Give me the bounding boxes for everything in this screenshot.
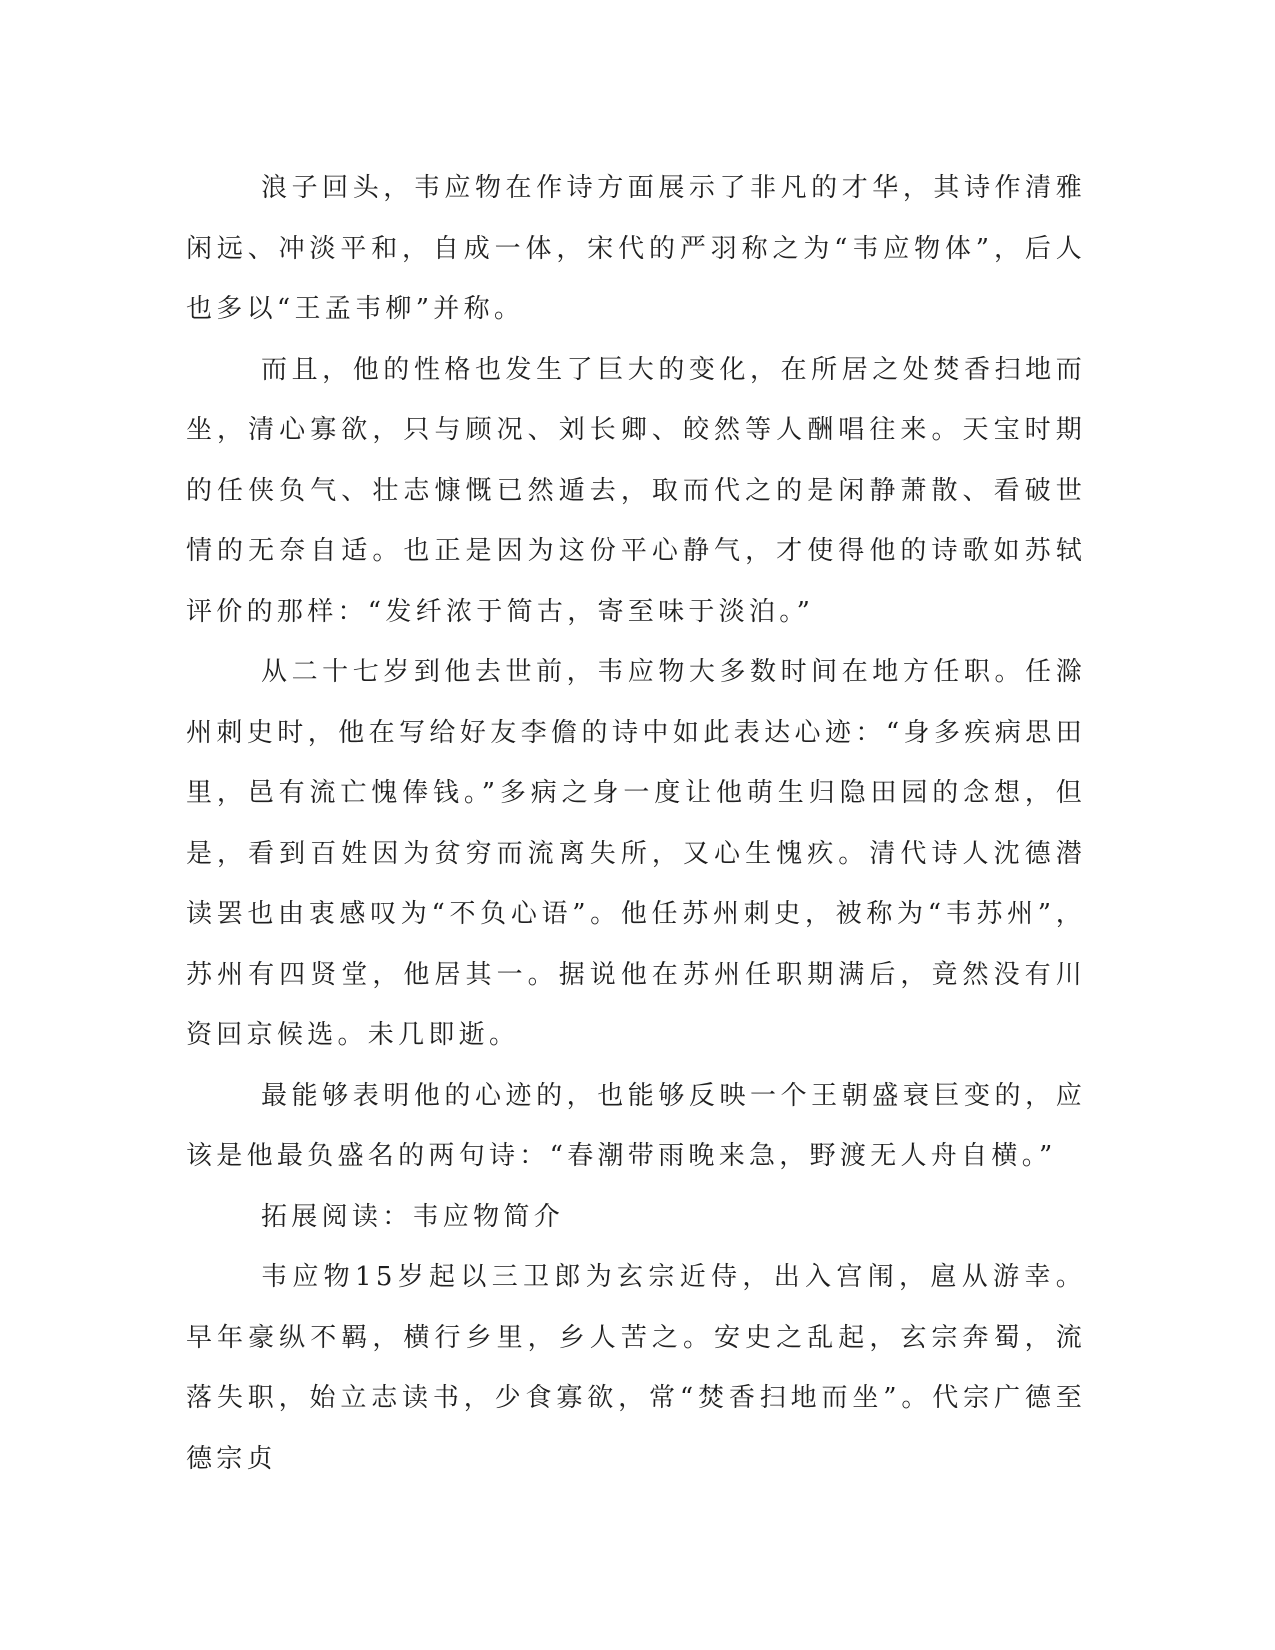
paragraph-official-career: 从二十七岁到他去世前，韦应物大多数时间在地方任职。任滁州刺史时，他在写给好友李儋的诗中如此表达心迹：“身多疾病思田里，邑有流亡愧俸钱。”多病之身一度让他萌生归隐田园的念想，但是，看到百姓因为贫穷而流离失所，又心生愧疚。清代诗人沈德潜读罢也由衷感叹为“不负心语”。他任苏州刺史，被称为“韦苏州”，苏州有四贤堂，他居其一。据说他在苏州任职期满后，竟然没有川资回京候选。未几即逝。 [186,657,1086,1050]
paragraph-famous-couplet: 最能够表明他的心迹的，也能够反映一个王朝盛衰巨变的，应该是他最负盛名的两句诗：“春潮带雨晚来急，野渡无人舟自横。” [186,1080,1086,1171]
paragraph-personality-change: 而且，他的性格也发生了巨大的变化，在所居之处焚香扫地而坐，清心寡欲，只与顾况、刘长卿、皎然等人酬唱往来。天宝时期的任侠负气、壮志慷慨已然遁去，取而代之的是闲静萧散、看破世情的无奈自适。也正是因为这份平心静气，才使得他的诗歌如苏轼评价的那样：“发纤浓于简古，寄至味于淡泊。” [186,354,1086,627]
section-heading-extended-reading: 拓展阅读：韦应物简介 [261,1201,565,1232]
paragraph-poetic-talent: 浪子回头，韦应物在作诗方面展示了非凡的才华，其诗作清雅闲远、冲淡平和，自成一体，宋代的严羽称之为“韦应物体”，后人也多以“王孟韦柳”并称。 [186,173,1086,324]
paragraph-biography: 韦应物15岁起以三卫郎为玄宗近侍，出入宫闱，扈从游幸。早年豪纵不羁，横行乡里，乡人苦之。安史之乱起，玄宗奔蜀，流落失职，始立志读书，少食寡欲，常“焚香扫地而坐”。代宗广德至德宗贞 [186,1262,1086,1474]
document-body [186,158,1086,1489]
